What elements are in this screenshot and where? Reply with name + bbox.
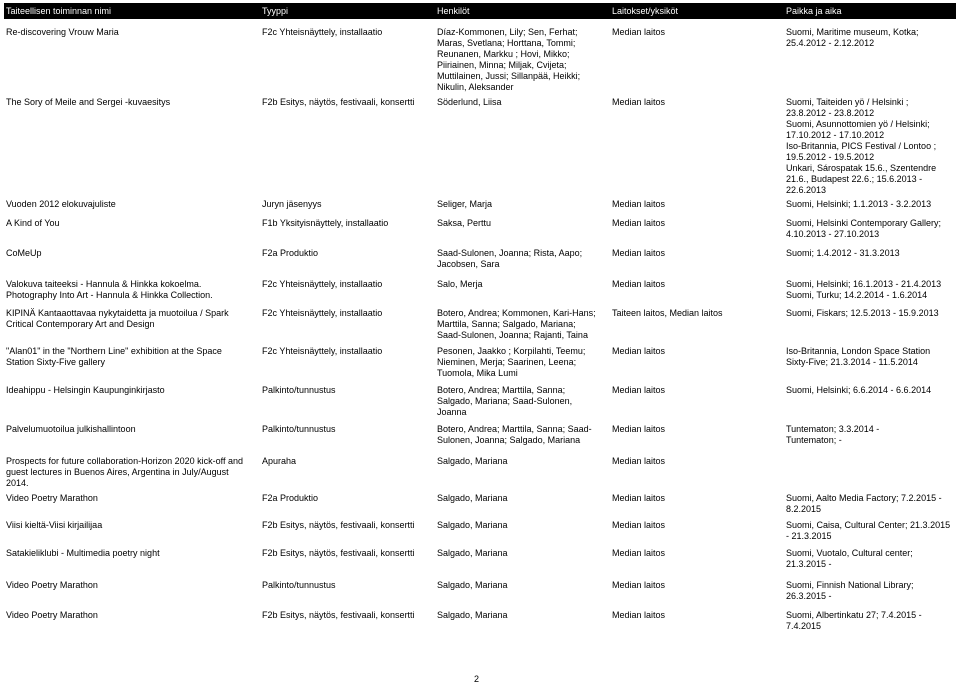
activity-type-cell [262, 346, 382, 357]
cell-line: A Kind of You [6, 218, 60, 228]
cell-line: Joanna [437, 407, 467, 417]
cell-line: Viisi kieltä-Viisi kirjailijaa [6, 520, 103, 530]
cell-line: Video Poetry Marathon [6, 610, 98, 620]
cell-line: Vuoden 2012 elokuvajuliste [6, 199, 116, 209]
cell-line: 4.10.2013 - 27.10.2013 [786, 229, 880, 239]
cell-line: Seliger, Marja [437, 199, 493, 209]
cell-line: Prospects for future collaboration-Horizon 2020 kick-off and [6, 456, 243, 466]
persons-cell [437, 424, 592, 446]
units-cell [612, 199, 665, 210]
cell-line: Video Poetry Marathon [6, 580, 98, 590]
cell-line: Median laitos [612, 218, 666, 228]
persons-cell [437, 580, 508, 591]
cell-line: Median laitos [612, 520, 666, 530]
persons-cell [437, 248, 582, 270]
cell-line: 21.3.2015 - [786, 559, 832, 569]
cell-line: Median laitos [612, 385, 666, 395]
cell-line: Palkinto/tunnustus [262, 580, 336, 590]
units-cell [612, 548, 665, 559]
cell-line: Tuomola, Mika Lumi [437, 368, 518, 378]
activity-name-cell [6, 580, 98, 591]
activity-type-cell [262, 424, 336, 435]
persons-cell [437, 520, 508, 531]
cell-line: Tuntematon; 3.3.2014 - [786, 424, 880, 434]
cell-line: Station Sixty-Five gallery [6, 357, 106, 367]
cell-line: Salgado, Mariana [437, 456, 508, 466]
activity-type-cell [262, 580, 336, 591]
persons-cell [437, 218, 491, 229]
cell-line: 22.6.2013 [786, 185, 827, 195]
cell-line: Median laitos [612, 97, 666, 107]
activity-name-cell [6, 520, 102, 531]
header-name: Taiteellisen toiminnan nimi [6, 6, 112, 16]
cell-line: Iso-Britannia, PICS Festival / Lontoo ; [786, 141, 937, 151]
persons-cell [437, 346, 585, 379]
cell-line: 21.6., Budapest 22.6.; 15.6.2013 - [786, 174, 923, 184]
place-and-time-cell [786, 308, 939, 319]
cell-line: Palkinto/tunnustus [262, 424, 336, 434]
cell-line: Suomi, Maritime museum, Kotka; [786, 27, 919, 37]
cell-line: Suomi, Vuotalo, Cultural center; [786, 548, 913, 558]
cell-line: Median laitos [612, 580, 666, 590]
units-cell [612, 27, 665, 38]
cell-line: Saksa, Perttu [437, 218, 492, 228]
place-and-time-cell [786, 346, 930, 368]
place-and-time-cell [786, 520, 950, 542]
cell-line: F2c Yhteisnäyttely, installaatio [262, 346, 383, 356]
cell-line: Jacobsen, Sara [437, 259, 500, 269]
cell-line: The Sory of Meile and Sergei -kuvaesitys [6, 97, 171, 107]
header-type: Tyyppi [262, 6, 289, 16]
cell-line: Suomi, Taiteiden yö / Helsinki ; [786, 97, 909, 107]
cell-line: Salgado, Mariana [437, 493, 508, 503]
cell-line: Suomi, Turku; 14.2.2014 - 1.6.2014 [786, 290, 928, 300]
units-cell [612, 456, 665, 467]
cell-line: Palkinto/tunnustus [262, 385, 336, 395]
units-cell [612, 218, 665, 229]
cell-line: Muttilainen, Jussi; Sillanpää, Heikki; [437, 71, 581, 81]
cell-line: F2a Produktio [262, 493, 319, 503]
cell-line: Pesonen, Jaakko ; Korpilahti, Teemu; [437, 346, 586, 356]
units-cell [612, 610, 665, 621]
cell-line: Median laitos [612, 346, 666, 356]
activity-type-cell [262, 610, 415, 621]
activity-name-cell [6, 248, 42, 259]
cell-line: F2b Esitys, näytös, festivaali, konsertti [262, 548, 415, 558]
cell-line: Palvelumuotoilua julkishallintoon [6, 424, 136, 434]
cell-line: F2c Yhteisnäyttely, installaatio [262, 27, 383, 37]
units-cell [612, 97, 665, 108]
activity-type-cell [262, 218, 388, 229]
header-persons: Henkilöt [437, 6, 470, 16]
cell-line: Suomi, Aalto Media Factory; 7.2.2015 - [786, 493, 942, 503]
activity-type-cell [262, 279, 382, 290]
place-and-time-cell [786, 424, 879, 446]
cell-line: Tuntematon; - [786, 435, 842, 445]
cell-line: Suomi; 1.4.2012 - 31.3.2013 [786, 248, 900, 258]
persons-cell [437, 385, 572, 418]
units-cell [612, 346, 665, 357]
cell-line: Median laitos [612, 548, 666, 558]
cell-line: Suomi, Asunnottomien yö / Helsinki; [786, 119, 930, 129]
activity-name-cell [6, 548, 160, 559]
cell-line: 19.5.2012 - 19.5.2012 [786, 152, 875, 162]
cell-line: Suomi, Helsinki Contemporary Gallery; [786, 218, 942, 228]
cell-line: Suomi, Finnish National Library; [786, 580, 914, 590]
cell-line: Saad-Sulonen, Joanna; Rista, Aapo; [437, 248, 583, 258]
table-header [4, 3, 956, 19]
activity-name-cell [6, 97, 170, 108]
cell-line: F2b Esitys, näytös, festivaali, konsertti [262, 97, 415, 107]
cell-line: Juryn jäsenyys [262, 199, 322, 209]
persons-cell [437, 610, 508, 621]
cell-line: Salgado, Mariana [437, 610, 508, 620]
cell-line: Nieminen, Merja; Saarinen, Leena; [437, 357, 577, 367]
cell-line: Taiteen laitos, Median laitos [612, 308, 723, 318]
place-and-time-cell [786, 493, 942, 515]
activity-type-cell [262, 548, 415, 559]
cell-line: Ideahippu - Helsingin Kaupunginkirjasto [6, 385, 165, 395]
cell-line: 25.4.2012 - 2.12.2012 [786, 38, 875, 48]
units-cell [612, 493, 665, 504]
cell-line: F2c Yhteisnäyttely, installaatio [262, 308, 383, 318]
cell-line: Díaz-Kommonen, Lily; Sen, Ferhat; [437, 27, 578, 37]
cell-line: Söderlund, Liisa [437, 97, 502, 107]
cell-line: "Alan01" in the "Northern Line" exhibition at the Space [6, 346, 222, 356]
units-cell [612, 385, 665, 396]
units-cell [612, 248, 665, 259]
cell-line: guest lectures in Buenos Aires, Argentina in July/August [6, 467, 229, 477]
persons-cell [437, 493, 508, 504]
cell-line: Piiriainen, Minna; Miljak, Cvijeta; [437, 60, 567, 70]
activity-type-cell [262, 520, 415, 531]
persons-cell [437, 308, 596, 341]
cell-line: Salo, Merja [437, 279, 483, 289]
cell-line: Valokuva taiteeksi - Hannula & Hinkka kokoelma. [6, 279, 202, 289]
cell-line: Video Poetry Marathon [6, 493, 98, 503]
place-and-time-cell [786, 580, 914, 602]
units-cell [612, 308, 723, 319]
cell-line: F2b Esitys, näytös, festivaali, konsertti [262, 520, 415, 530]
persons-cell [437, 97, 502, 108]
cell-line: Median laitos [612, 279, 666, 289]
place-and-time-cell [786, 248, 900, 259]
units-cell [612, 424, 665, 435]
cell-line: Suomi, Helsinki; 16.1.2013 - 21.4.2013 [786, 279, 942, 289]
cell-line: 23.8.2012 - 23.8.2012 [786, 108, 875, 118]
place-and-time-cell [786, 548, 913, 570]
cell-line: KIPINÄ Kantaaottavaa nykytaidetta ja muotoilua / Spark [6, 308, 229, 318]
cell-line: Suomi, Caisa, Cultural Center; 21.3.2015 [786, 520, 951, 530]
activity-type-cell [262, 199, 322, 210]
cell-line: Suomi, Helsinki; 6.6.2014 - 6.6.2014 [786, 385, 932, 395]
activity-name-cell [6, 385, 165, 396]
cell-line: Satakieliklubi - Multimedia poetry night [6, 548, 160, 558]
activity-type-cell [262, 248, 318, 259]
units-cell [612, 279, 665, 290]
place-and-time-cell [786, 385, 931, 396]
cell-line: 8.2.2015 [786, 504, 822, 514]
persons-cell [437, 456, 508, 467]
cell-line: Maras, Svetlana; Horttana, Tommi; [437, 38, 576, 48]
cell-line: Sulonen, Joanna; Salgado, Mariana [437, 435, 581, 445]
place-and-time-cell [786, 610, 922, 632]
units-cell [612, 520, 665, 531]
cell-line: 17.10.2012 - 17.10.2012 [786, 130, 885, 140]
place-and-time-cell [786, 27, 919, 49]
cell-line: Unkari, Sárospatak 15.6., Szentendre [786, 163, 937, 173]
place-and-time-cell [786, 199, 931, 210]
cell-line: Median laitos [612, 424, 666, 434]
cell-line: CoMeUp [6, 248, 42, 258]
cell-line: Botero, Andrea; Marttila, Sanna; [437, 385, 566, 395]
activity-type-cell [262, 308, 382, 319]
cell-line: Marttila, Sanna; Salgado, Mariana; [437, 319, 576, 329]
cell-line: Suomi, Helsinki; 1.1.2013 - 3.2.2013 [786, 199, 932, 209]
cell-line: Re-discovering Vrouw Maria [6, 27, 119, 37]
place-and-time-cell [786, 218, 941, 240]
cell-line: F1b Yksityisnäyttely, installaatio [262, 218, 389, 228]
place-and-time-cell [786, 279, 941, 301]
cell-line: Suomi, Fiskars; 12.5.2013 - 15.9.2013 [786, 308, 939, 318]
cell-line: Median laitos [612, 610, 666, 620]
cell-line: Salgado, Mariana [437, 548, 508, 558]
cell-line: F2c Yhteisnäyttely, installaatio [262, 279, 383, 289]
activity-type-cell [262, 456, 296, 467]
activity-name-cell [6, 493, 98, 504]
header-units: Laitokset/yksiköt [612, 6, 679, 16]
cell-line: Iso-Britannia, London Space Station [786, 346, 931, 356]
activity-name-cell [6, 346, 222, 368]
header-place-time: Paikka ja aika [786, 6, 842, 16]
activity-name-cell [6, 279, 213, 301]
cell-line: 2014. [6, 478, 29, 488]
activity-type-cell [262, 493, 318, 504]
activity-name-cell [6, 424, 136, 435]
cell-line: Botero, Andrea; Kommonen, Kari-Hans; [437, 308, 596, 318]
cell-line: F2b Esitys, näytös, festivaali, konsertti [262, 610, 415, 620]
cell-line: Salgado, Mariana [437, 520, 508, 530]
units-cell [612, 580, 665, 591]
cell-line: Botero, Andrea; Marttila, Sanna; Saad- [437, 424, 592, 434]
cell-line: Median laitos [612, 199, 666, 209]
cell-line: F2a Produktio [262, 248, 319, 258]
activity-name-cell [6, 218, 60, 229]
cell-line: Nikulin, Aleksander [437, 82, 514, 92]
cell-line: Photography Into Art - Hannula & Hinkka Collection. [6, 290, 213, 300]
cell-line: Apuraha [262, 456, 297, 466]
cell-line: Reunanen, Markku ; Hovi, Mikko; [437, 49, 570, 59]
activity-name-cell [6, 199, 116, 210]
cell-line: 26.3.2015 - [786, 591, 832, 601]
activity-type-cell [262, 27, 382, 38]
cell-line: Saad-Sulonen, Joanna; Rajanti, Taina [437, 330, 588, 340]
cell-line: Salgado, Mariana [437, 580, 508, 590]
cell-line: 7.4.2015 [786, 621, 822, 631]
cell-line: Median laitos [612, 27, 666, 37]
page-number: 2 [474, 674, 480, 684]
cell-line: Sixty-Five; 21.3.2014 - 11.5.2014 [786, 357, 918, 367]
activity-name-cell [6, 308, 229, 330]
cell-line: Suomi, Albertinkatu 27; 7.4.2015 - [786, 610, 922, 620]
persons-cell [437, 279, 483, 290]
place-and-time-cell [786, 97, 936, 196]
cell-line: Median laitos [612, 493, 666, 503]
activity-name-cell [6, 610, 98, 621]
persons-cell [437, 27, 580, 93]
cell-line: Median laitos [612, 248, 666, 258]
cell-line: Salgado, Mariana; Saad-Sulonen, [437, 396, 573, 406]
activity-type-cell [262, 385, 336, 396]
cell-line: Critical Contemporary Art and Design [6, 319, 155, 329]
cell-line: - 21.3.2015 [786, 531, 832, 541]
activity-type-cell [262, 97, 415, 108]
persons-cell [437, 548, 508, 559]
cell-line: Median laitos [612, 456, 666, 466]
persons-cell [437, 199, 492, 210]
activity-name-cell [6, 456, 243, 489]
activity-name-cell [6, 27, 119, 38]
